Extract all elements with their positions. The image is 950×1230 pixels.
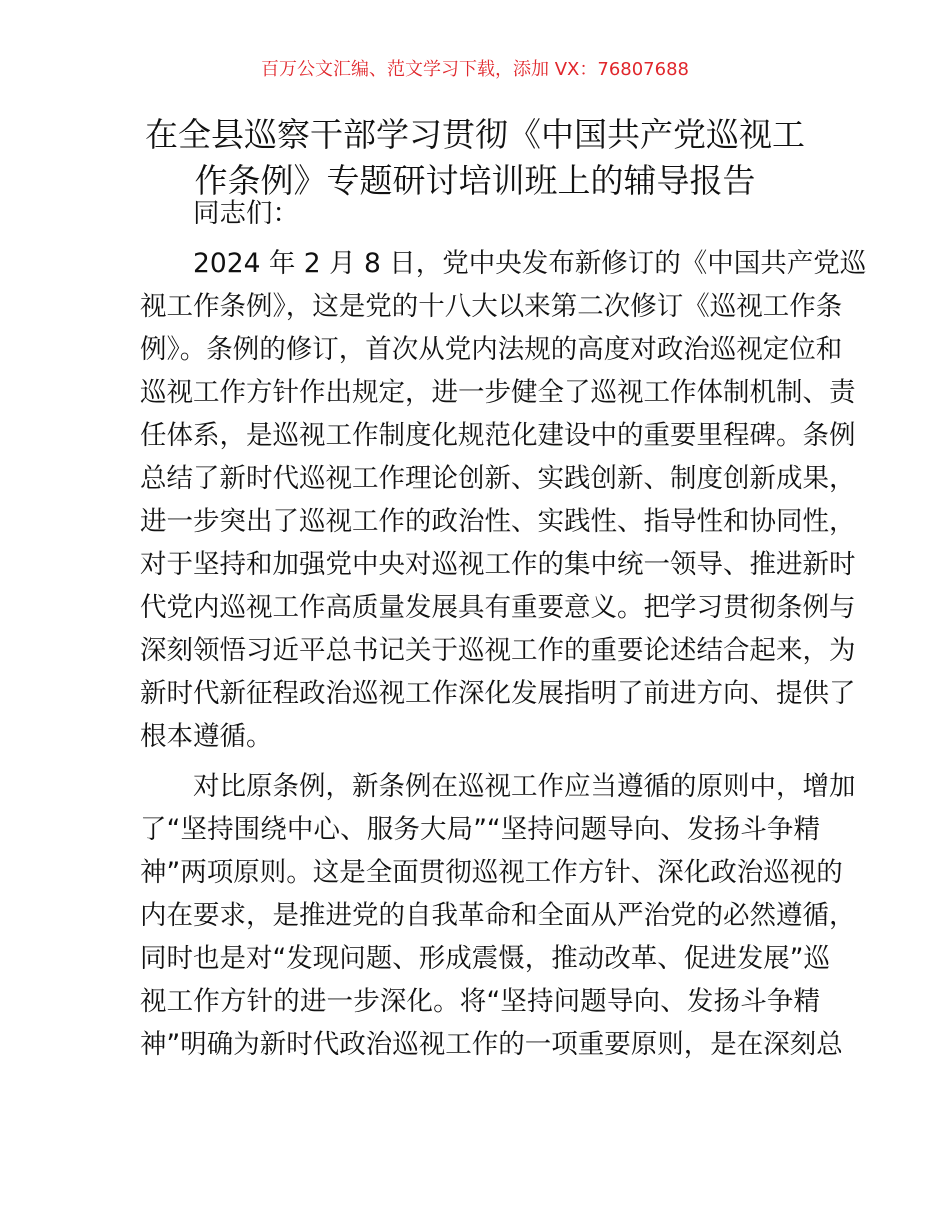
salutation: 同志们： [193, 198, 299, 229]
paragraph-line: 根本遵循。 [140, 721, 273, 752]
watermark-header: 百万公文汇编、范文学习下载，添加 VX：76807688 [261, 59, 689, 80]
paragraph-line: 了“坚持围绕中心、服务大局”“坚持问题导向、发扬斗争精 [140, 814, 820, 845]
body-paragraph [140, 242, 867, 758]
paragraph-line: 总结了新时代巡视工作理论创新、实践创新、制度创新成果， [140, 463, 856, 494]
paragraph-line: 对于坚持和加强党中央对巡视工作的集中统一领导、推进新时 [140, 549, 856, 580]
paragraph-line: 2024 年 2 月 8 日，党中央发布新修订的《中国共产党巡 [193, 248, 867, 279]
paragraph-line: 同时也是对“发现问题、形成震慑，推动改革、促进发展”巡 [140, 943, 830, 974]
paragraph-line: 新时代新征程政治巡视工作深化发展指明了前进方向、提供了 [140, 678, 856, 709]
paragraph-line: 神”两项原则。这是全面贯彻巡视工作方针、深化政治巡视的 [140, 857, 843, 888]
paragraph-line: 巡视工作方针作出规定，进一步健全了巡视工作体制机制、责 [140, 377, 856, 408]
paragraph-line: 神”明确为新时代政治巡视工作的一项重要原则，是在深刻总 [140, 1029, 843, 1060]
paragraph-line: 进一步突出了巡视工作的政治性、实践性、指导性和协同性， [140, 506, 856, 537]
paragraph-line: 视工作条例》，这是党的十八大以来第二次修订《巡视工作条 [140, 291, 843, 322]
salutation-paragraph [140, 192, 820, 235]
paragraph-line: 深刻领悟习近平总书记关于巡视工作的重要论述结合起来，为 [140, 635, 856, 666]
paragraph-line: 任体系，是巡视工作制度化规范化建设中的重要里程碑。条例 [140, 420, 856, 451]
paragraph-line: 例》。条例的修订，首次从党内法规的高度对政治巡视定位和 [140, 334, 843, 365]
title-line: 在全县巡察干部学习贯彻《中国共产党巡视工 [145, 115, 805, 154]
document-body [140, 192, 867, 1073]
body-paragraph [140, 765, 856, 1066]
title-line: 作条例》专题研讨培训班上的辅导报告 [194, 161, 756, 200]
paragraph-line: 视工作方针的进一步深化。将“坚持问题导向、发扬斗争精 [140, 986, 820, 1017]
paragraph-line: 对比原条例，新条例在巡视工作应当遵循的原则中，增加 [193, 771, 856, 802]
paragraph-line: 内在要求，是推进党的自我革命和全面从严治党的必然遵循， [140, 900, 856, 931]
document-title [130, 112, 820, 204]
paragraph-line: 代党内巡视工作高质量发展具有重要意义。把学习贯彻条例与 [140, 592, 856, 623]
